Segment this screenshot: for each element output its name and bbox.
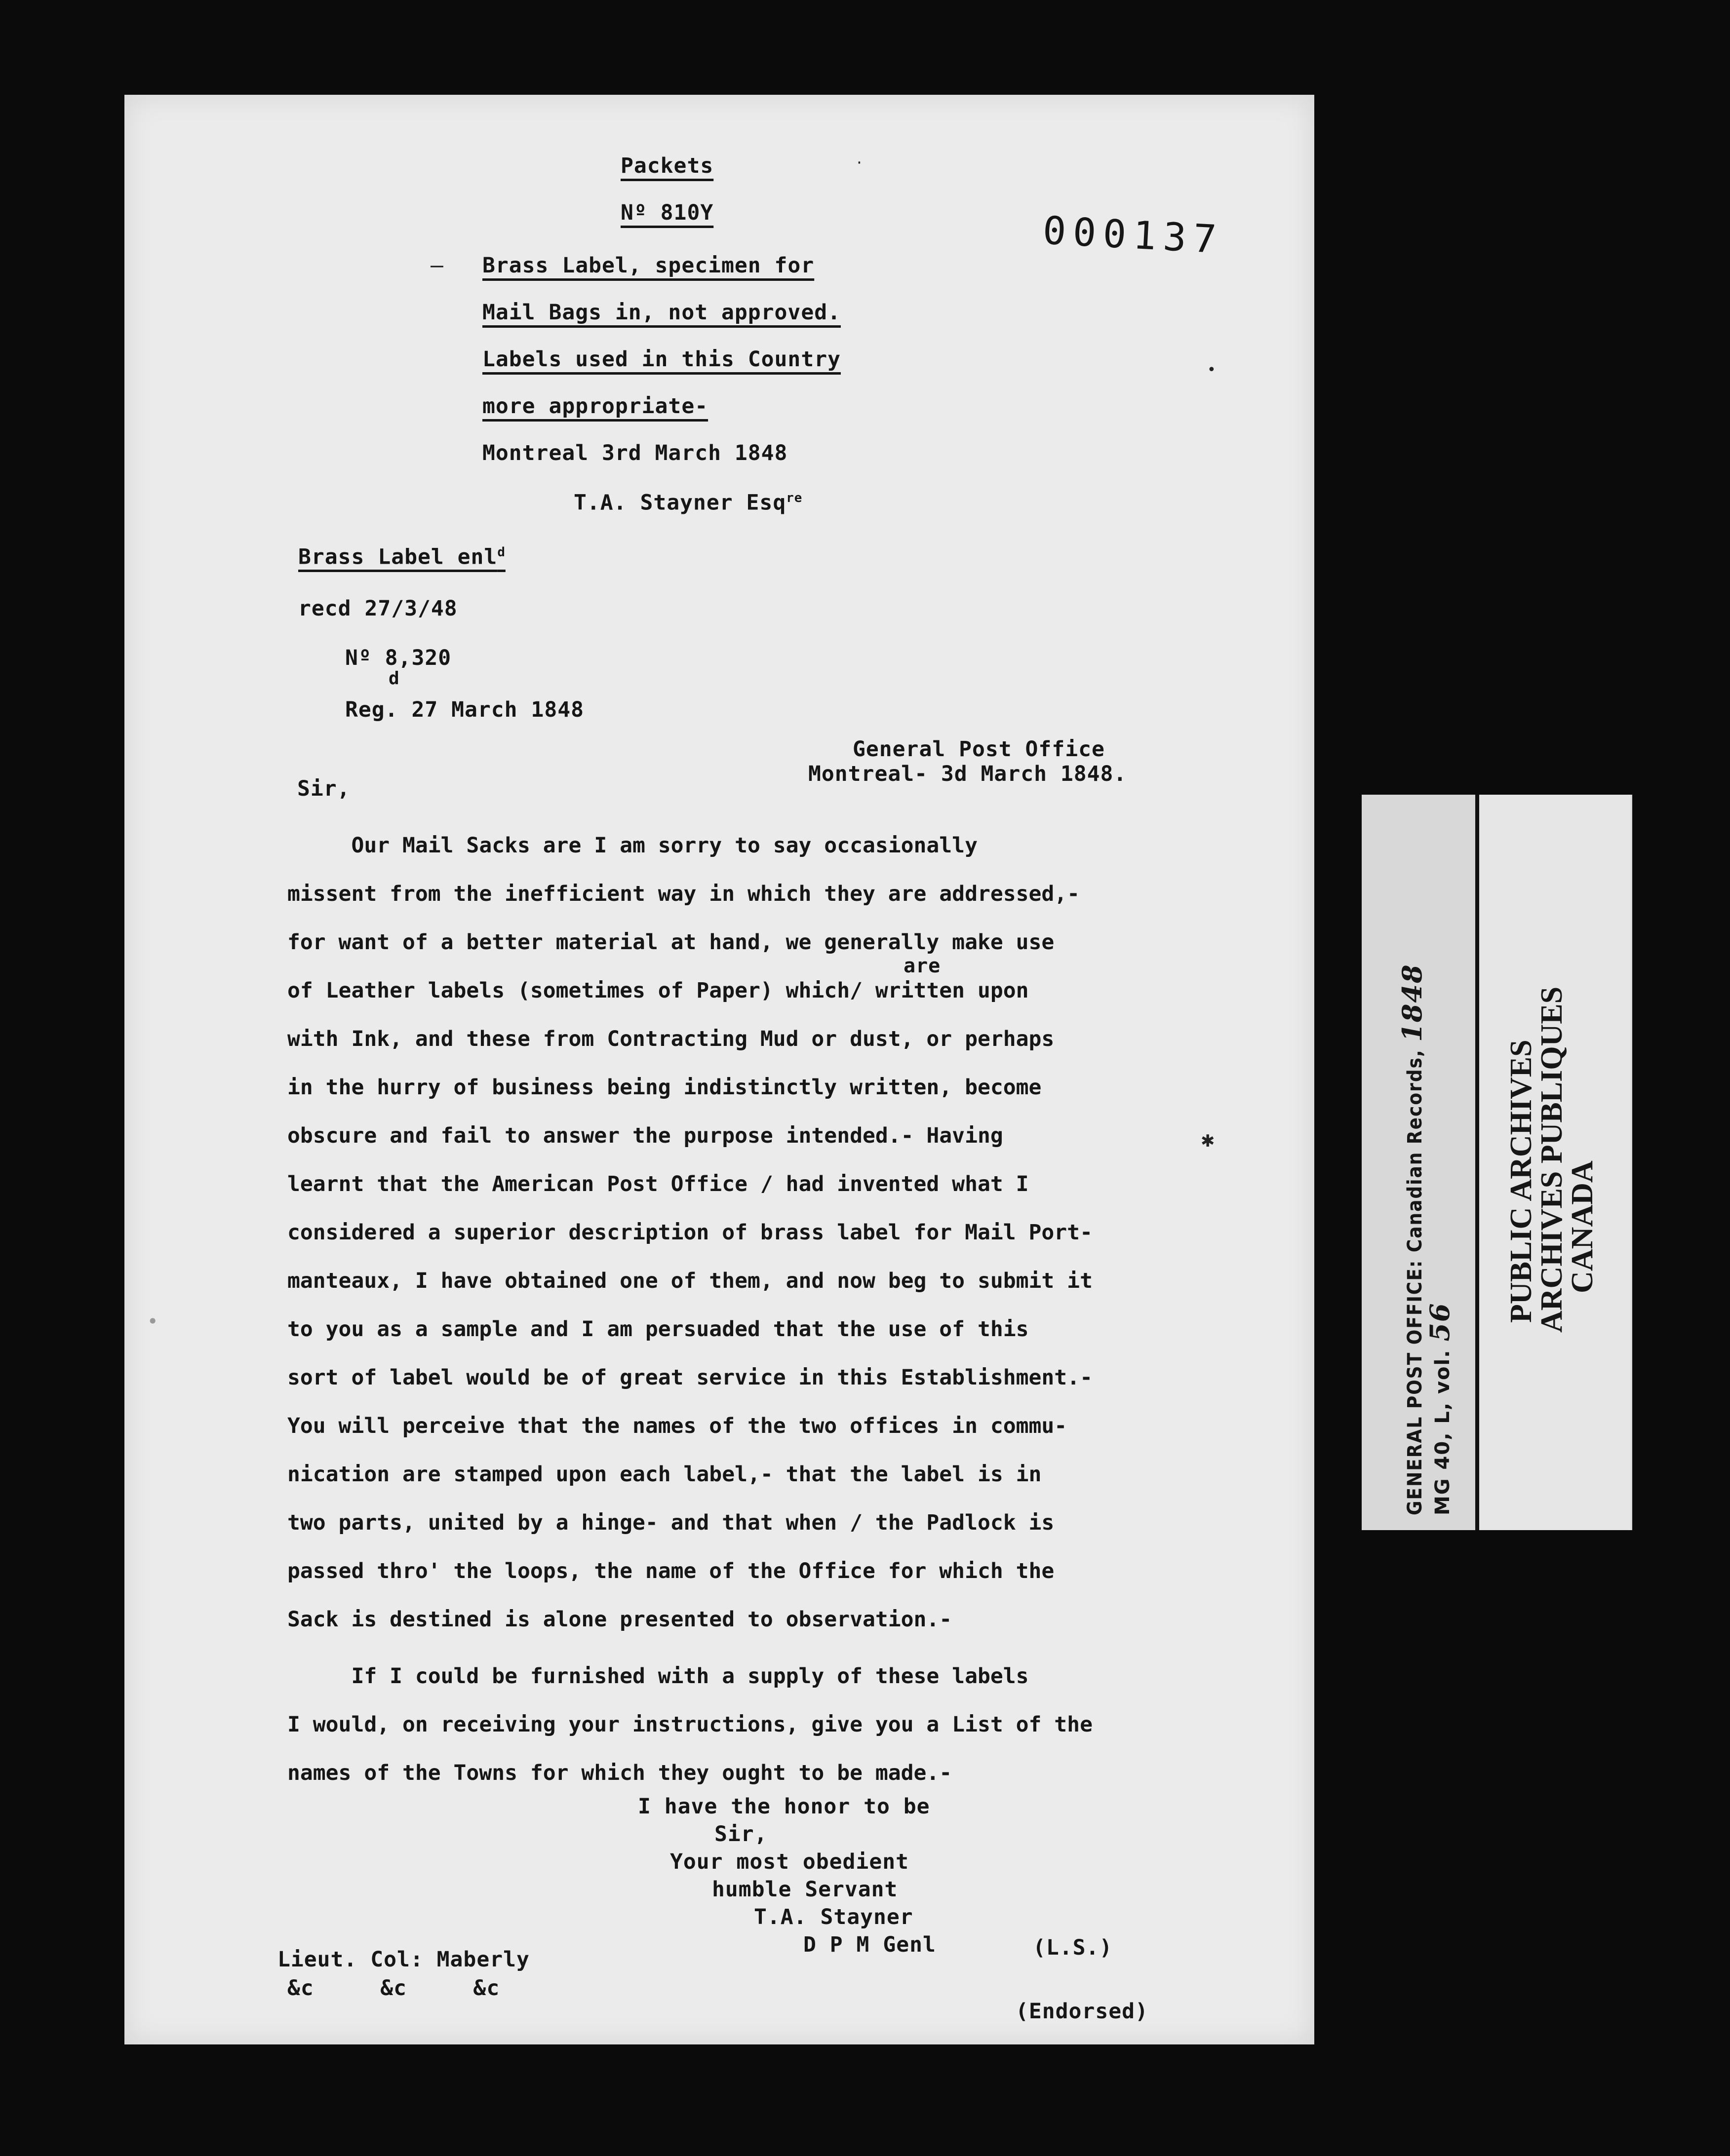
endorsed-note: (Endorsed): [1016, 1999, 1148, 2024]
closing-line: I have the honor to be: [638, 1794, 930, 1819]
summary-line: Brass Label, specimen for: [482, 253, 815, 278]
body-line: Sack is destined is alone presented to observation.-: [287, 1607, 952, 1632]
body-line: passed thro' the loops, the name of the Office for which the: [287, 1559, 1055, 1583]
stamp-number: 000137: [1041, 208, 1224, 263]
archival-label: [1362, 795, 1632, 1530]
dash-mark: —: [431, 253, 444, 278]
stray-mark: ✱: [1201, 1131, 1215, 1151]
body-line: names of the Towns for which they ought to be made.-: [287, 1761, 952, 1785]
body-line: If I could be furnished with a supply of these labels: [287, 1664, 1029, 1689]
inserted-word: are: [904, 955, 941, 977]
body-line: sort of label would be of great service in this Establishment.-: [287, 1365, 1093, 1390]
body-line: nication are stamped upon each label,- that the label is in: [287, 1462, 1042, 1487]
from-line: T.A. Stayner Esq$^{re}$: [574, 490, 803, 515]
closing-line: D P M Genl: [803, 1932, 936, 1957]
margin-mark: •: [147, 1310, 158, 1332]
date-line: Montreal 3rd March 1848: [482, 441, 788, 465]
label-line: GENERAL POST OFFICE: Canadian Records, 1848: [1396, 963, 1428, 1515]
letter-office: General Post Office: [853, 737, 1105, 762]
body-line: I would, on receiving your instructions, give you a List of the: [287, 1712, 1093, 1737]
stray-mark: ·: [857, 153, 862, 173]
closing-line: Your most obedient: [670, 1849, 909, 1874]
body-line: Our Mail Sacks are I am sorry to say occasionally: [287, 833, 978, 858]
salutation: Sir,: [297, 776, 351, 801]
document-page: [124, 95, 1314, 2044]
label-divider: [1475, 795, 1479, 1530]
body-line: of Leather labels (sometimes of Paper) which/ written upon: [287, 978, 1029, 1003]
addressee-etc: &c &c &c: [287, 1976, 500, 2001]
body-line: to you as a sample and I am persuaded that the use of this: [287, 1317, 1029, 1342]
closing-line: T.A. Stayner: [754, 1905, 913, 1929]
summary-line: more appropriate-: [482, 394, 708, 419]
register-sup: d: [389, 668, 400, 689]
archives-stamp-line: CANADA: [1566, 1160, 1599, 1293]
file-number: Nº 810Y: [621, 200, 714, 225]
letter-place-date: Montreal- 3d March 1848.: [808, 762, 1127, 786]
body-line: obscure and fail to answer the purpose intended.- Having: [287, 1123, 1003, 1148]
body-line: for want of a better material at hand, we generally make use: [287, 930, 1055, 955]
body-line: manteaux, I have obtained one of them, and now beg to submit it: [287, 1269, 1093, 1293]
stray-mark: •: [1207, 361, 1216, 379]
closing-line: humble Servant: [712, 1877, 898, 1902]
body-line: You will perceive that the names of the two offices in commu-: [287, 1414, 1067, 1438]
body-line: in the hurry of business being indistinctly written, become: [287, 1075, 1042, 1100]
register-number: Nº 8,320: [345, 646, 452, 670]
closing-line: Sir,: [714, 1822, 768, 1847]
register-date: Reg. 27 March 1848: [345, 697, 584, 722]
enclosure-note: Brass Label enl$^d$: [298, 544, 506, 570]
archives-stamp-line: ARCHIVES PUBLIQUES: [1535, 986, 1569, 1333]
seal-mark: (L.S.): [1033, 1935, 1113, 1960]
label-line: MG 40, L, vol. 56: [1424, 1302, 1455, 1515]
archives-stamp-line: PUBLIC ARCHIVES: [1504, 1040, 1538, 1323]
addressee: Lieut. Col: Maberly: [277, 1947, 530, 1972]
file-title: Packets: [621, 154, 714, 178]
summary-line: Mail Bags in, not approved.: [482, 300, 841, 325]
received-note: recd 27/3/48: [298, 596, 458, 621]
body-line: considered a superior description of brass label for Mail Port-: [287, 1220, 1093, 1245]
body-line: two parts, united by a hinge- and that when / the Padlock is: [287, 1510, 1055, 1535]
summary-line: Labels used in this Country: [482, 347, 841, 372]
body-line: missent from the inefficient way in which they are addressed,-: [287, 882, 1080, 906]
body-line: with Ink, and these from Contracting Mud or dust, or perhaps: [287, 1027, 1055, 1051]
body-line: learnt that the American Post Office / had invented what I: [287, 1172, 1029, 1196]
